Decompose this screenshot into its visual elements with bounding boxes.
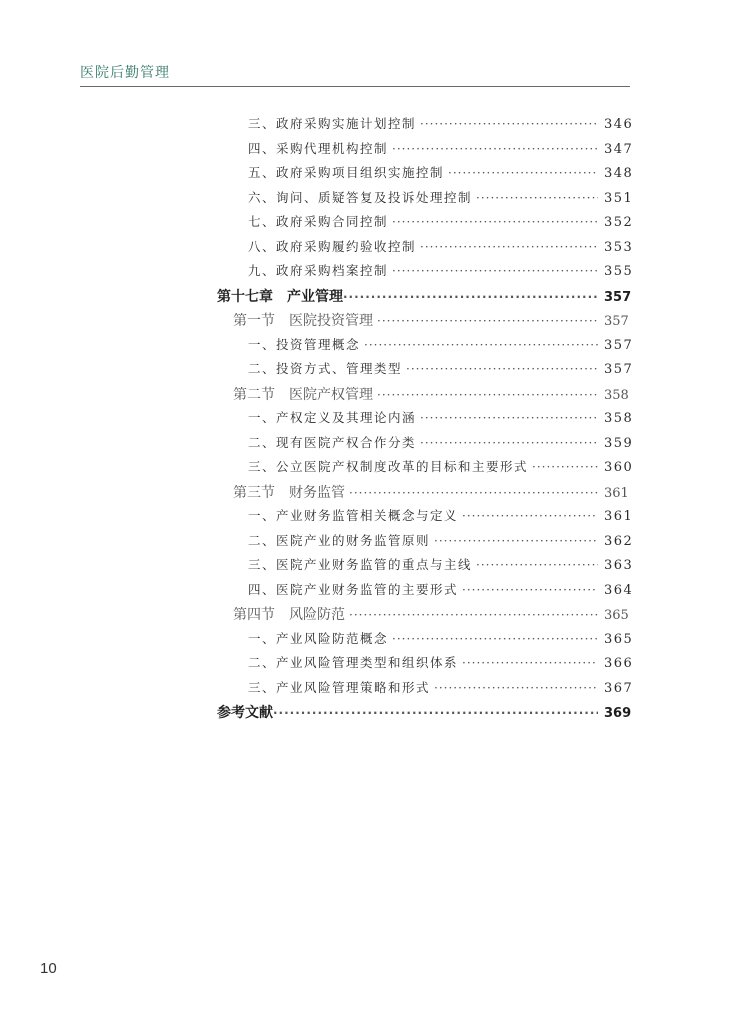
toc-leader-dots [462,509,598,523]
toc-entry-label: 二、医院产业的财务监管原则 [248,532,431,548]
toc-entry-page: 366 [604,656,634,671]
toc-entry-label: 三、政府采购实施计划控制 [248,116,417,131]
toc-leader-dots [392,264,598,278]
toc-entry-page: 353 [604,239,634,255]
toc-entry-page: 357 [604,314,629,329]
toc-entry-item[interactable] [248,629,634,653]
toc-entry-page: 357 [604,337,634,353]
toc-leader-dots [420,411,598,425]
toc-entry-label: 四、采购代理机构控制 [248,140,389,156]
toc-entry-label: 二、产业风险管理类型和组织体系 [248,655,459,670]
toc-entry-page: 346 [604,117,634,132]
toc-entry-item[interactable] [248,139,634,163]
toc-entry-item[interactable] [248,114,634,138]
toc-entry-item[interactable] [248,335,634,359]
toc-entry-label: 五、政府采购项目组织实施控制 [248,165,445,180]
toc-entry-label: 二、现有医院产权合作分类 [248,434,417,450]
toc-entry-page: 357 [604,289,632,305]
toc-entry-page: 362 [604,533,634,549]
toc-leader-dots [392,215,598,229]
toc-entry-label: 第十七章 产业管理 [217,288,343,305]
toc-entry-item[interactable] [248,433,634,457]
toc-entry-page: 365 [604,631,634,647]
toc-entry-item[interactable] [248,580,634,604]
toc-leader-dots [420,436,598,450]
toc-leader-dots [364,338,598,352]
toc-leader-dots [377,314,598,328]
toc-entry-item[interactable] [248,678,634,702]
toc-entry-section[interactable] [233,482,628,506]
toc-entry-page: 358 [604,387,629,403]
toc-entry-label: 三、医院产业财务监管的重点与主线 [248,557,473,572]
toc-leader-dots [392,142,598,156]
toc-entry-label: 三、公立医院产权制度改革的目标和主要形式 [248,459,529,474]
header-divider [80,86,630,87]
toc-entry-item[interactable] [248,506,634,530]
toc-leader-dots [532,460,598,474]
toc-leader-dots [377,388,598,402]
toc-leader-dots [434,681,598,695]
toc-entry-item[interactable] [248,237,634,261]
toc-leader-dots [434,534,598,548]
toc-entry-label: 第二节 医院产权管理 [233,386,373,403]
toc-entry-label: 七、政府采购合同控制 [248,214,389,229]
toc-entry-label: 八、政府采购履约验收控制 [248,238,417,254]
toc-entry-item[interactable] [248,163,634,187]
toc-entry-label: 第三节 财务监管 [233,484,345,501]
toc-entry-item[interactable] [248,212,634,236]
toc-entry-chapter[interactable] [217,286,632,310]
toc-entry-item[interactable] [248,457,634,481]
toc-entry-page: 359 [604,435,634,451]
toc-leader-dots [448,166,598,180]
toc-entry-label: 一、产权定义及其理论内涵 [248,410,417,425]
toc-leader-dots [343,290,598,304]
toc-entry-page: 360 [604,460,634,475]
toc-entry-label: 一、投资管理概念 [248,336,361,352]
toc-leader-dots [420,240,598,254]
toc-entry-page: 348 [604,166,634,181]
toc-entry-page: 358 [604,411,634,426]
toc-entry-section[interactable] [233,310,628,334]
toc-leader-dots [462,583,598,597]
toc-entry-page: 352 [604,215,634,230]
toc-entry-section[interactable] [233,384,628,408]
toc-leader-dots [476,191,598,205]
toc-entry-item[interactable] [248,555,634,579]
toc-entry-chapter[interactable] [217,702,632,726]
toc-leader-dots [406,362,598,376]
toc-entry-label: 一、产业风险防范概念 [248,630,389,646]
toc-entry-label: 四、医院产业财务监管的主要形式 [248,581,459,597]
toc-entry-page: 347 [604,141,634,157]
toc-entry-item[interactable] [248,261,634,285]
toc-leader-dots [392,632,598,646]
toc-entry-section[interactable] [233,604,628,628]
toc-entry-label: 第一节 医院投资管理 [233,313,373,329]
toc-entry-page: 355 [604,264,634,279]
toc-leader-dots [273,706,598,720]
toc-entry-item[interactable] [248,188,634,212]
toc-entry-page: 357 [604,362,634,377]
toc-entry-label: 三、产业风险管理策略和形式 [248,679,431,695]
toc-leader-dots [349,608,598,622]
toc-entry-page: 363 [604,558,634,573]
toc-entry-item[interactable] [248,408,634,432]
toc-entry-label: 一、产业财务监管相关概念与定义 [248,508,459,523]
toc-entry-page: 367 [604,680,634,696]
toc-entry-label: 六、询问、质疑答复及投诉处理控制 [248,189,473,205]
toc-entry-page: 361 [604,509,634,524]
toc-entry-page: 364 [604,582,634,598]
toc-entry-label: 第四节 风险防范 [233,607,345,623]
toc-leader-dots [420,117,598,131]
toc-leader-dots [462,656,598,670]
toc-leader-dots [476,558,598,572]
toc-leader-dots [349,486,598,500]
toc-entry-page: 365 [604,608,629,623]
running-header-title: 医院后勤管理 [80,65,170,81]
page-number: 10 [40,960,57,977]
toc-entry-item[interactable] [248,359,634,383]
toc-entry-label: 参考文献 [217,705,273,721]
toc-entry-label: 九、政府采购档案控制 [248,263,389,278]
toc-entry-page: 369 [604,706,632,721]
toc-entry-page: 351 [604,190,634,206]
toc-entry-item[interactable] [248,531,634,555]
toc-entry-label: 二、投资方式、管理类型 [248,361,403,376]
toc-entry-item[interactable] [248,653,634,677]
toc-entry-page: 361 [604,485,629,501]
